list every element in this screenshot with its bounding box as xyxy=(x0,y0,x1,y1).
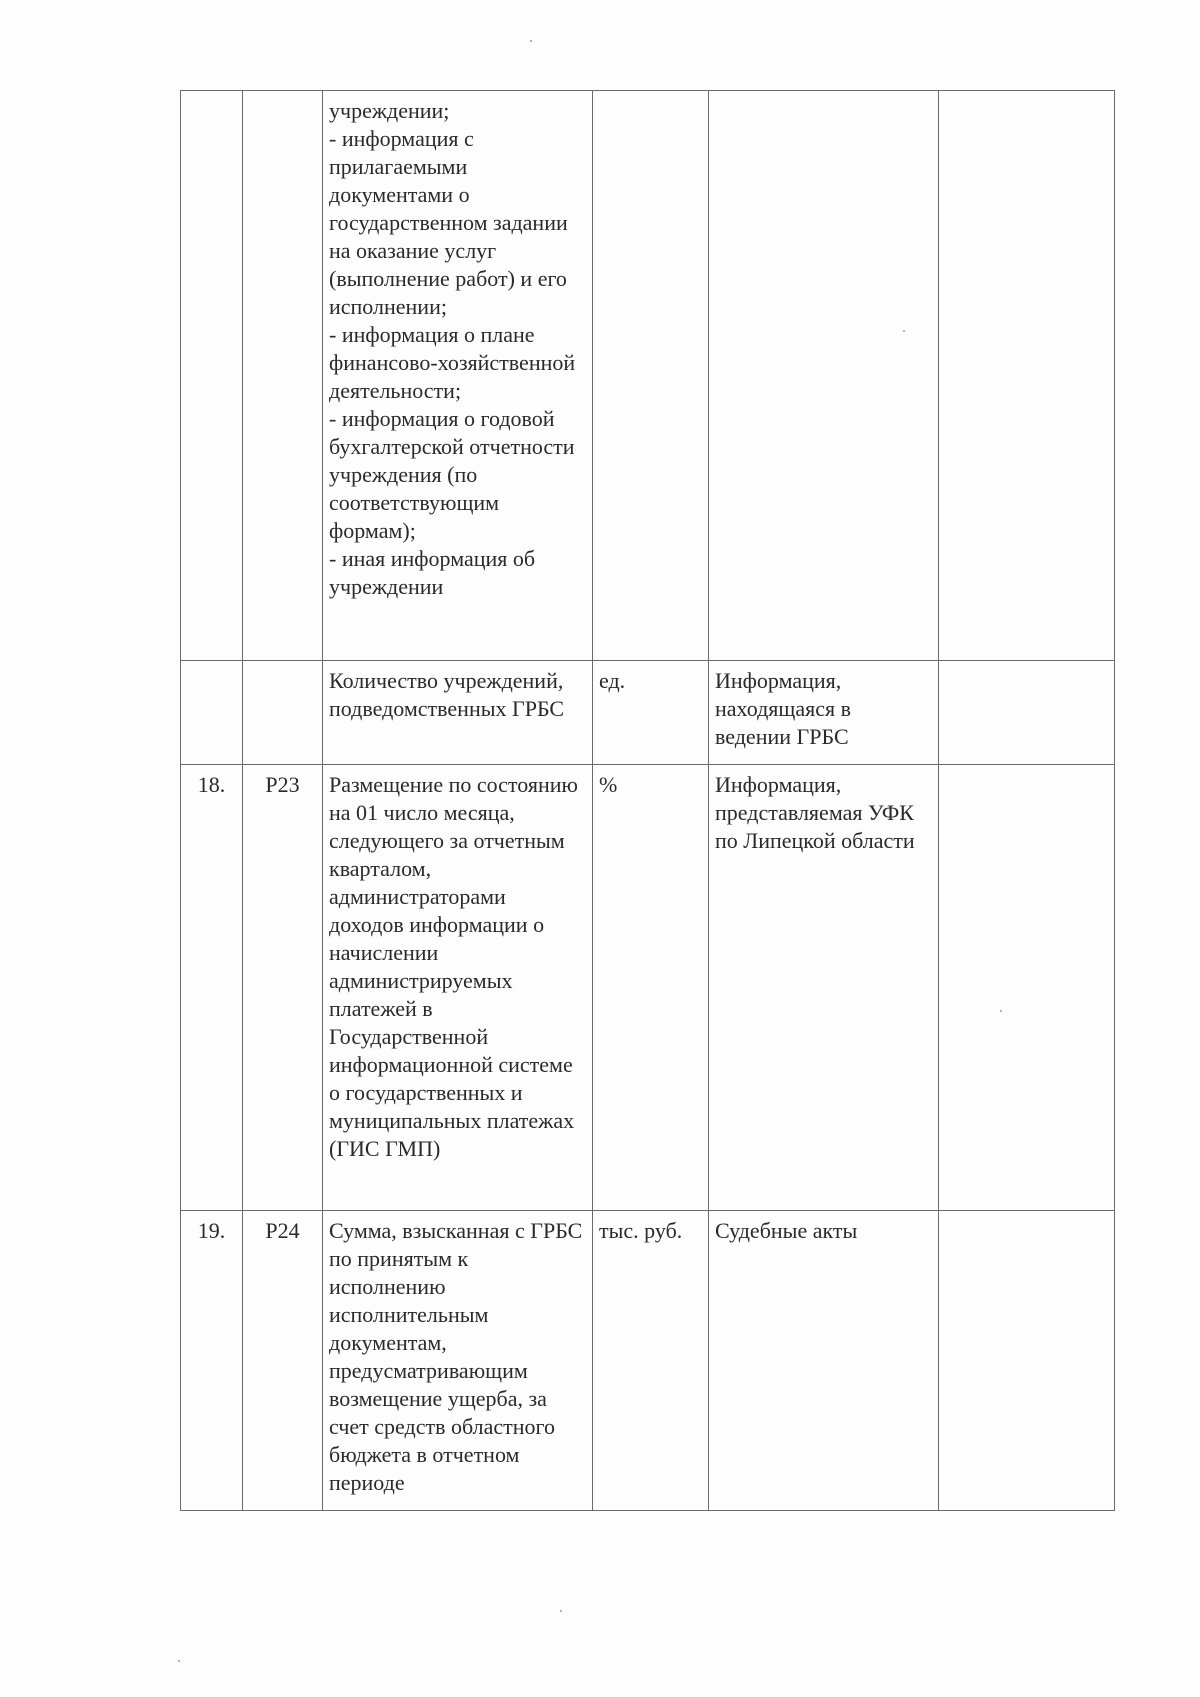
indicator-code: Р23 xyxy=(243,765,323,1211)
indicators-table xyxy=(180,90,1115,1511)
table-row xyxy=(181,661,1115,765)
unit-of-measure: ед. xyxy=(593,661,709,765)
scan-speck xyxy=(178,1660,180,1662)
data-source: Информация, представляемая УФК по Липецкой области xyxy=(709,765,939,1211)
scan-speck xyxy=(903,330,905,332)
indicator-name: Количество учреждений, подведомственных ГРБС xyxy=(323,661,593,765)
note xyxy=(939,1211,1115,1511)
indicator-code: Р24 xyxy=(243,1211,323,1511)
note xyxy=(939,661,1115,765)
data-source xyxy=(709,91,939,661)
row-number xyxy=(181,91,243,661)
scan-speck xyxy=(530,40,532,42)
note xyxy=(939,91,1115,661)
row-number xyxy=(181,661,243,765)
unit-of-measure: % xyxy=(593,765,709,1211)
indicator-name: Сумма, взысканная с ГРБС по принятым к исполнению исполнительным документам, предусматривающим возмещение ущерба, за счет средств областного бюджета в отчетном периоде xyxy=(323,1211,593,1511)
row-number: 18. xyxy=(181,765,243,1211)
indicator-name: Размещение по состоянию на 01 число месяца, следующего за отчетным кварталом, администраторами доходов информации о начислении администрируемых платежей в Государственной информационной системе о государственных и муниципальных платежах (ГИС ГМП) xyxy=(323,765,593,1211)
indicator-code xyxy=(243,91,323,661)
table-row xyxy=(181,1211,1115,1511)
scan-speck xyxy=(1000,1010,1002,1012)
table-row xyxy=(181,91,1115,661)
indicator-name: учреждении; - информация с прилагаемыми документами о государственном задании на оказание услуг (выполнение работ) и его исполнении; - информация о плане финансово-хозяйственной деятельности; - информация о годовой бухгалтерской отчетности учреждения (по соответствующим формам); - иная информация об учреждении xyxy=(323,91,593,661)
note xyxy=(939,765,1115,1211)
indicator-code xyxy=(243,661,323,765)
unit-of-measure xyxy=(593,91,709,661)
unit-of-measure: тыс. руб. xyxy=(593,1211,709,1511)
data-source: Информация, находящаяся в ведении ГРБС xyxy=(709,661,939,765)
data-source: Судебные акты xyxy=(709,1211,939,1511)
table-row xyxy=(181,765,1115,1211)
row-number: 19. xyxy=(181,1211,243,1511)
scan-speck xyxy=(560,1610,562,1612)
